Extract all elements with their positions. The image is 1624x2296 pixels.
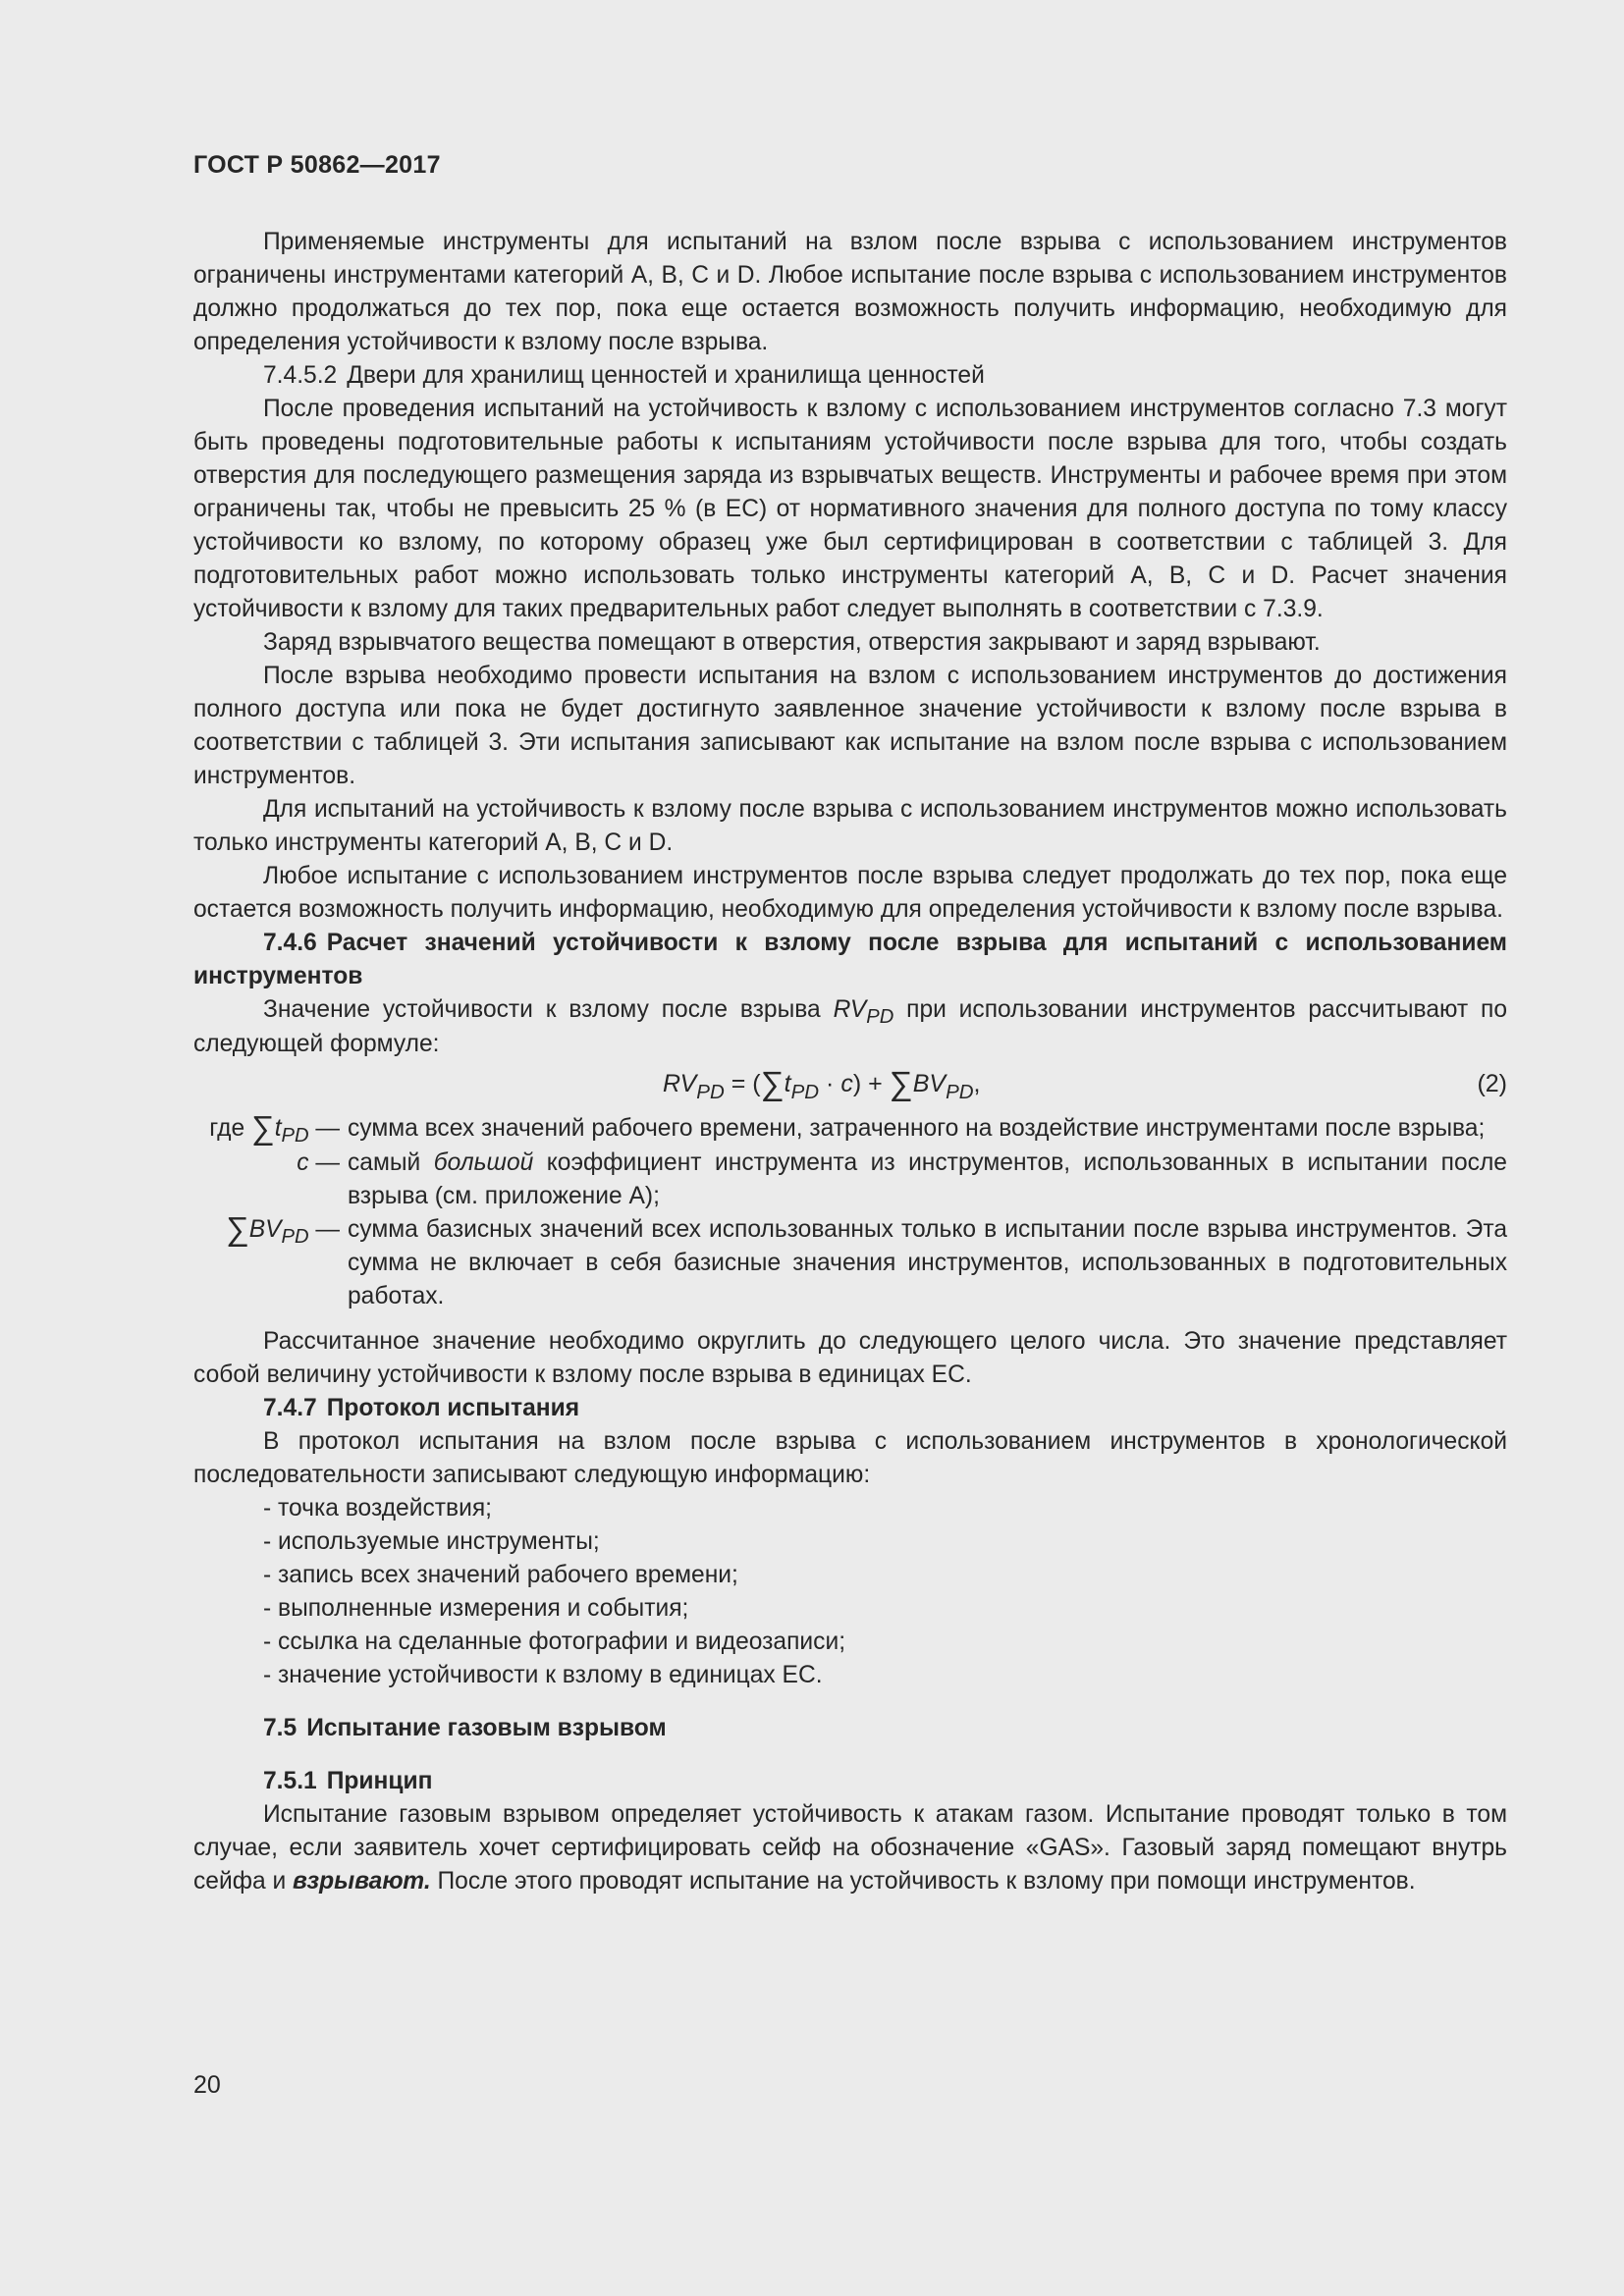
legend-symbol	[193, 1109, 348, 1148]
spacer	[193, 1745, 1507, 1765]
text-run: самый	[348, 1149, 434, 1176]
formula-operator: = (	[724, 1070, 761, 1097]
formula-operator: ) +	[852, 1070, 890, 1097]
formula-operator: ·	[819, 1070, 841, 1097]
formula-variable: t	[784, 1070, 791, 1097]
section-title: Протокол испытания	[326, 1395, 580, 1421]
legend-variable: t	[274, 1115, 282, 1142]
legend-symbol	[193, 1147, 348, 1213]
formula-variable: BV	[912, 1070, 947, 1097]
paragraph: Применяемые инструменты для испытаний на взлом после взрыва с использованием инструментов ограничены инструментами категорий A, B, C и D. Любое испытание после взрыва с использованием инструментов должно продолжаться до тех пор, пока еще остается возможность получить информацию, необходимую для определения устойчивости к взлому после взрыва.	[193, 229, 1507, 355]
formula-2	[193, 1065, 1507, 1104]
list-item: - ссылка на сделанные фотографии и видеозаписи;	[263, 1629, 846, 1655]
section-heading-7-4-6	[193, 927, 1507, 993]
list-item: - значение устойчивости к взлому в единицах EC.	[263, 1662, 823, 1688]
legend-variable: BV	[248, 1216, 282, 1243]
legend-description: сумма базисных значений всех использованных только в испытании после взрыва инструментов. Эта сумма не включает в себя базисные значения инструментов, использованных в подготовительных работах.	[348, 1216, 1507, 1309]
sigma-symbol: ∑	[251, 1109, 275, 1147]
legend-lead: где	[209, 1115, 252, 1142]
formula-number: (2)	[1477, 1070, 1507, 1097]
sigma-symbol: ∑	[760, 1064, 785, 1102]
paragraph: Любое испытание с использованием инструментов после взрыва следует продолжать до тех пор, пока еще остается возможность получить информацию, необходимую для определения устойчивости к взлому после взрыва.	[193, 863, 1507, 923]
paragraph: В протокол испытания на взлом после взрыва с использованием инструментов в хронологической последовательности записывают следующую информацию:	[193, 1428, 1507, 1488]
section-number: 7.4.6	[263, 930, 317, 956]
formula-subscript: PD	[790, 1080, 820, 1103]
section-number: 7.5.1	[263, 1768, 317, 1794]
paragraph: После взрыва необходимо провести испытания на взлом с использованием инструментов до достижения полного доступа или пока не будет достигнуто заявленное значение устойчивости к взлому после взрыва в соответствии с таблицей 3. Эти испытания записывают как испытание на взлом после взрыва с использованием инструментов.	[193, 663, 1507, 789]
formula-expression	[663, 1064, 981, 1103]
text-run: После этого проводят испытание на устойчивость к взлому при помощи инструментов.	[430, 1868, 1416, 1895]
subsection-heading-7-4-5-2	[193, 359, 1507, 393]
legend-dash: —	[308, 1149, 340, 1176]
list-item: - используемые инструменты;	[263, 1528, 600, 1555]
sigma-symbol: ∑	[889, 1064, 913, 1102]
list-item: - запись всех значений рабочего времени;	[263, 1562, 738, 1588]
section-title: Двери для хранилищ ценностей и хранилища ценностей	[347, 362, 985, 389]
formula-subscript: PD	[696, 1080, 725, 1103]
section-heading-7-5	[193, 1712, 1507, 1745]
list-item: - выполненные измерения и события;	[263, 1595, 689, 1622]
page-number: 20	[193, 2071, 221, 2099]
paragraph: Для испытаний на устойчивость к взлому после взрыва с использованием инструментов можно использовать только инструменты категорий A, B, C и D.	[193, 796, 1507, 856]
paragraph	[193, 1798, 1507, 1898]
formula-intro-paragraph	[193, 993, 1507, 1061]
rv-subscript: PD	[866, 1006, 894, 1029]
list-item: - точка воздействия;	[263, 1495, 492, 1522]
section-heading-7-4-7	[193, 1392, 1507, 1425]
section-number: 7.5	[263, 1715, 298, 1741]
spacer	[193, 1692, 1507, 1712]
rv-symbol: RV	[833, 996, 867, 1023]
text-run: при использовании инструментов рассчитывают по следующей формуле:	[193, 996, 1507, 1057]
section-heading-7-5-1	[193, 1765, 1507, 1798]
legend-symbol	[193, 1210, 348, 1313]
section-number: 7.4.5.2	[263, 362, 338, 389]
emphasis-text: большой	[433, 1149, 534, 1176]
paragraph: Рассчитанное значение необходимо округлить до следующего целого числа. Это значение представляет собой величину устойчивости к взлому после взрыва в единицах EC.	[193, 1328, 1507, 1388]
legend-dash: —	[308, 1115, 340, 1142]
legend-subscript: PD	[281, 1125, 309, 1148]
text-run: Значение устойчивости к взлому после взрыва	[263, 996, 834, 1023]
text-run: коэффициент инструмента из инструментов, использованных в испытании после взрыва (см. приложение А);	[348, 1149, 1507, 1209]
section-title: Принцип	[326, 1768, 433, 1794]
document-id-header: ГОСТ Р 50862—2017	[193, 151, 441, 179]
emphasis-text: взрывают.	[293, 1868, 431, 1895]
protocol-list	[193, 1492, 1507, 1692]
formula-subscript: PD	[946, 1080, 974, 1103]
spacer	[193, 1313, 1507, 1325]
section-title: Испытание газовым взрывом	[306, 1715, 667, 1741]
formula-legend	[193, 1109, 1507, 1313]
text-run: Испытание газовым взрывом определяет устойчивость к атакам газом. Испытание проводят только в том случае, если заявитель хочет сертифицировать сейф на обозначение «GAS». Газовый заряд помещают внутрь сейфа и	[193, 1801, 1507, 1895]
legend-dash: —	[308, 1216, 340, 1243]
paragraph: После проведения испытаний на устойчивость к взлому с использованием инструментов согласно 7.3 могут быть проведены подготовительные работы к испытаниям устойчивости после взрыва для того, чтобы создать отверстия для последующего размещения заряда из взрывчатых веществ. Инструменты и рабочее время при этом ограничены так, чтобы не превысить 25 % (в EC) от нормативного значения для полного доступа по тому классу устойчивости ко взлому, по которому образец уже был сертифицирован в соответствии с таблицей 3. Для подготовительных работ можно использовать только инструменты категорий A, B, C и D. Расчет значения устойчивости к взлому для таких предварительных работ следует выполнять в соответствии с 7.3.9.	[193, 396, 1507, 622]
formula-lhs: RV	[663, 1070, 697, 1097]
formula-variable: c	[840, 1070, 853, 1097]
legend-subscript: PD	[281, 1226, 309, 1249]
section-number: 7.4.7	[263, 1395, 317, 1421]
legend-variable: c	[297, 1149, 309, 1176]
formula-punctuation: ,	[973, 1070, 981, 1097]
legend-description	[348, 1147, 1507, 1213]
section-title: Расчет значений устойчивости к взлому после взрыва для испытаний с использованием инструментов	[193, 930, 1507, 989]
page-body	[193, 226, 1507, 1898]
sigma-symbol: ∑	[226, 1210, 249, 1248]
legend-description: сумма всех значений рабочего времени, затраченного на воздействие инструментами после взрыва;	[348, 1115, 1486, 1142]
paragraph: Заряд взрывчатого вещества помещают в отверстия, отверстия закрывают и заряд взрывают.	[263, 629, 1321, 656]
